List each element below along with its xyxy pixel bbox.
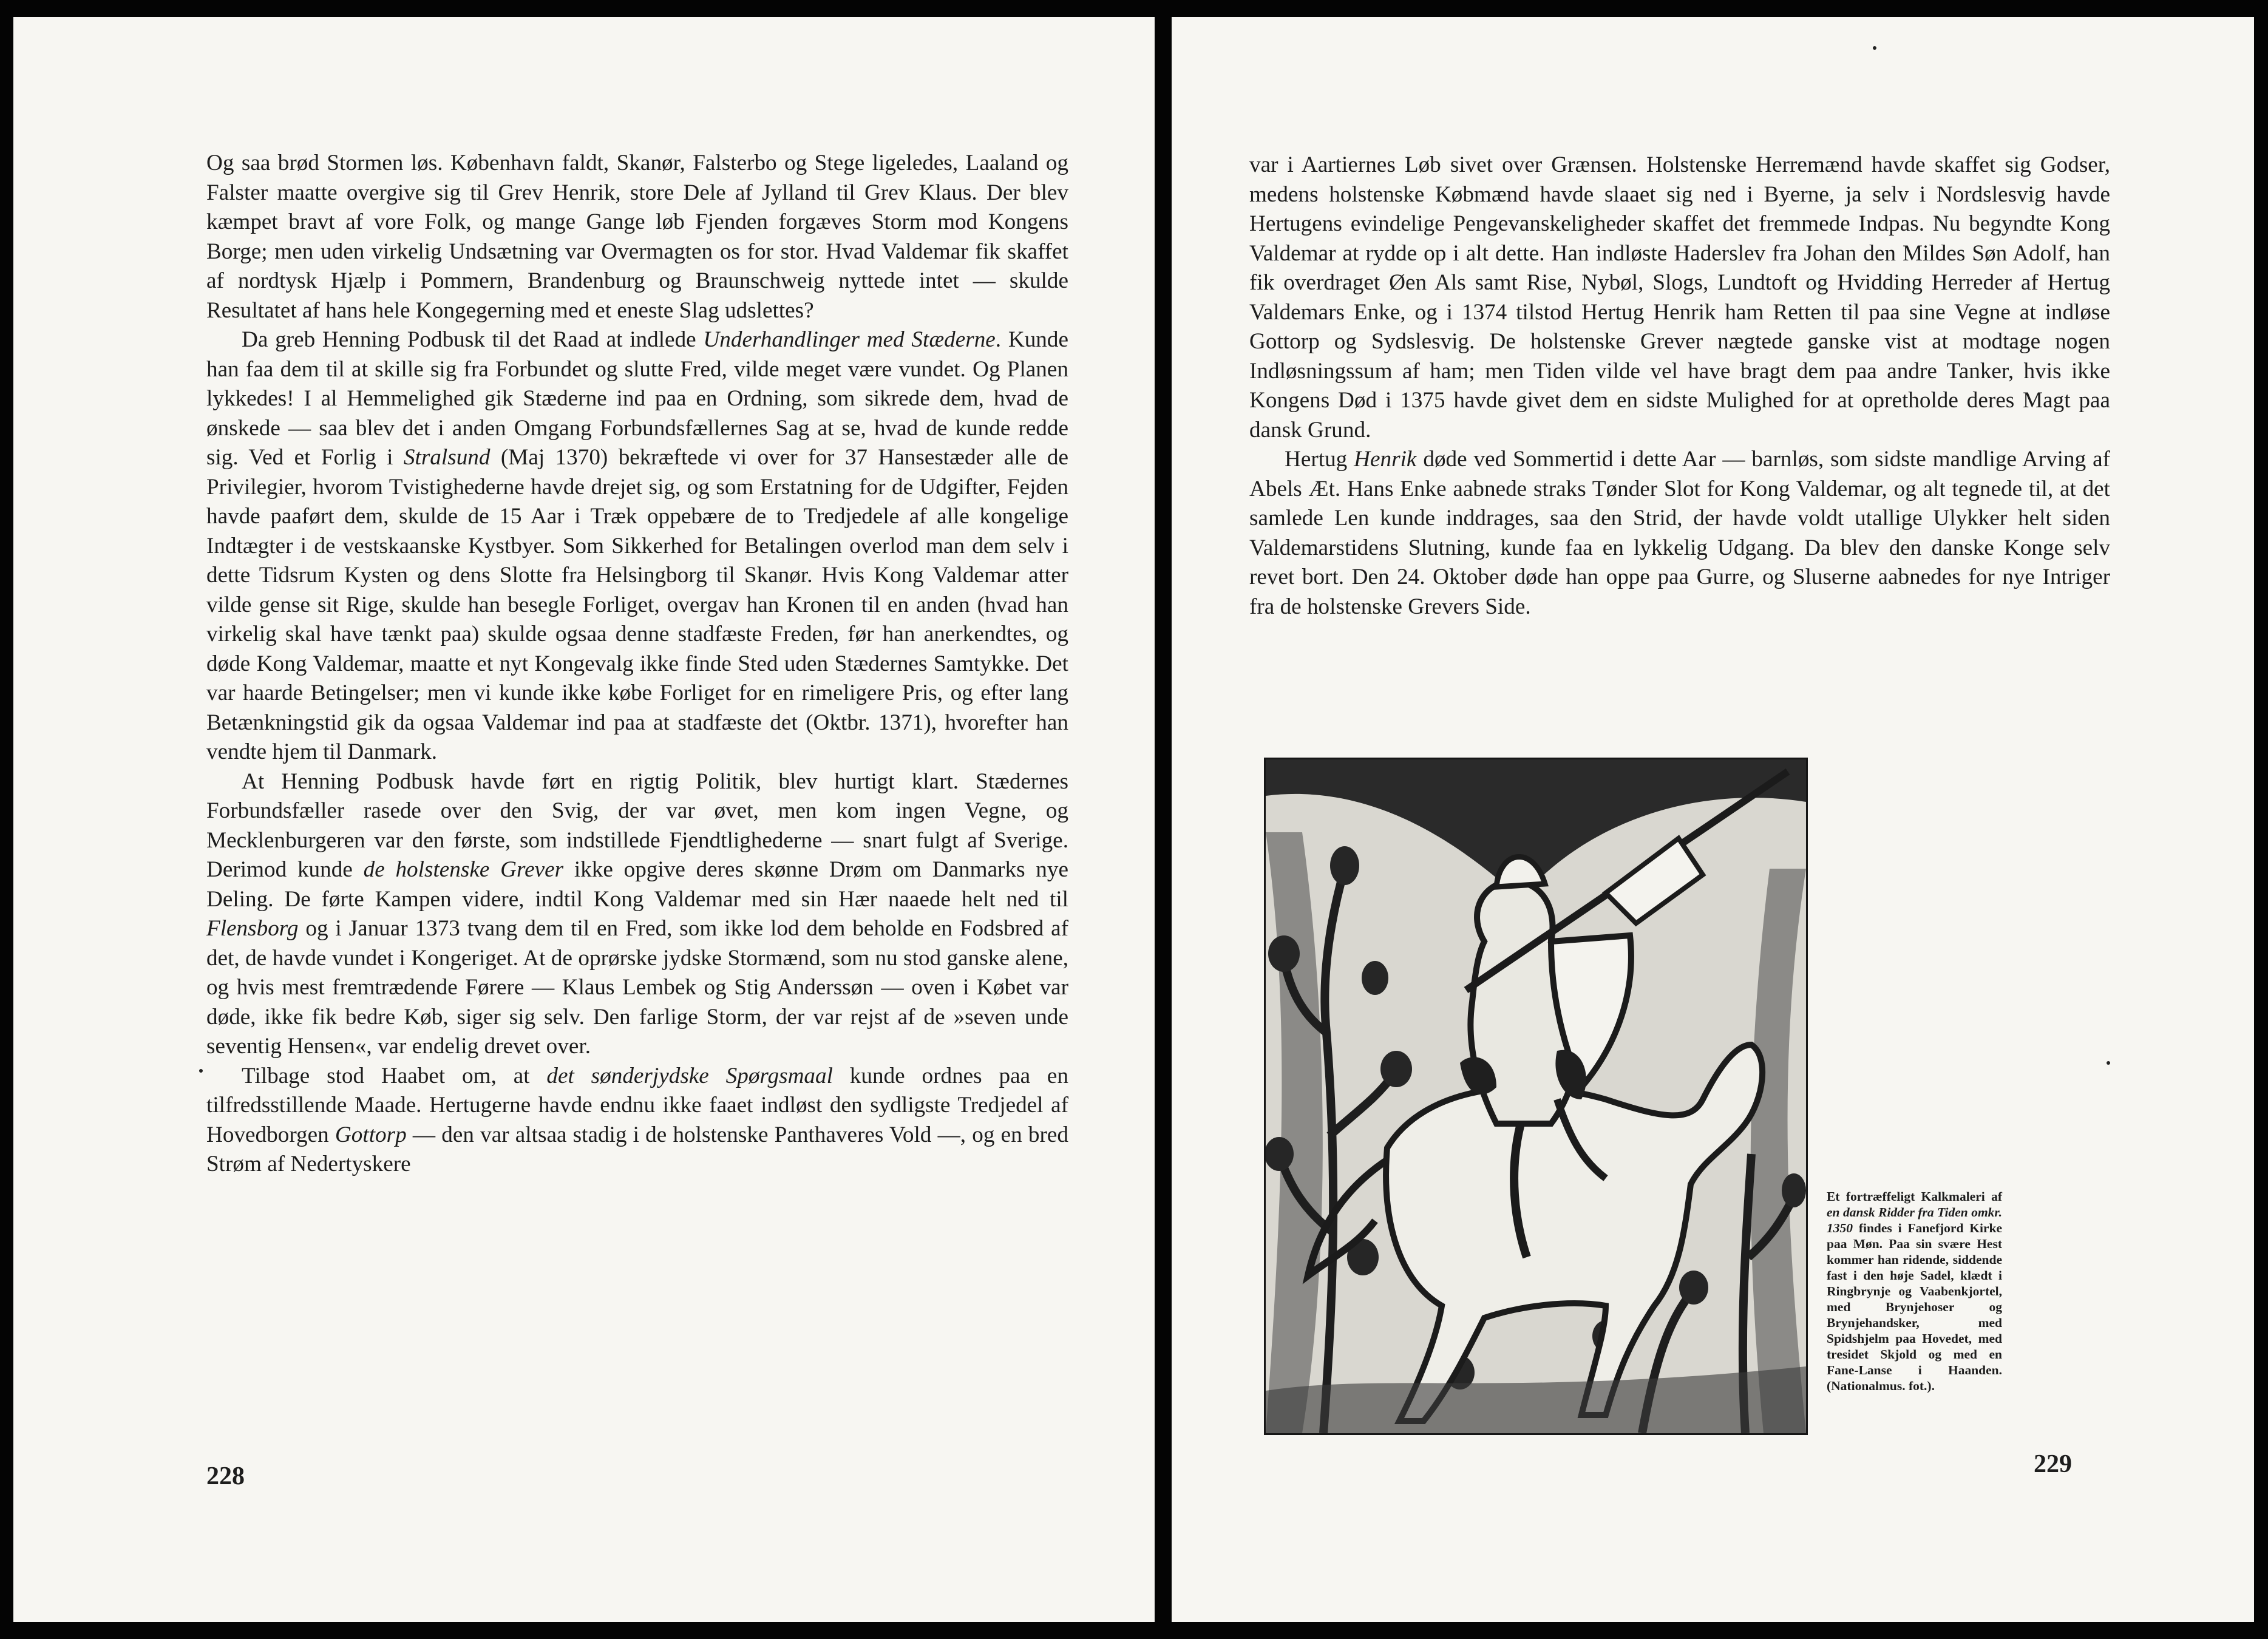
text-run: At Henning Podbusk havde ført en rigtig Politik, blev hurtigt klart. Stædernes Forbundsfæller rasede over den Svig, der var øvet, men kom ingen Vegne, og Mecklenburgeren var den første, som indstillede Fjendtlighederne — snart fulgt af Sverige. Derimod kunde [206,769,1068,882]
text-run: kunde ordnes paa en tilfredsstillende Maade. Hertugerne havde endnu ikke faaet indløst den sydligste Tredjedel af Hovedborgen [206,1063,1069,1147]
emphasized-text: de holstenske Grever [363,857,564,882]
text-run: døde ved Sommertid i dette Aar — barnløs, som sidste mandlige Arving af Abels Æt. Hans Enke aabnede straks Tønder Slot for Kong Valdemar, og alt tegnede til, at det samlede Len kunde inddrages, saa den Strid, der havde voldt utallige Ulykker helt siden Valdemarstidens Slutning, kunde faa en lykkelig Udgang. Da blev den danske Konge selv revet bort. Den 24. Oktober døde han oppe paa Gurre, og Sluserne aabnedes for nye Intriger fra de holstenske Grevers Side. [1249,447,2110,619]
text-run: Hertug [1285,447,1354,472]
print-speck [1873,46,1876,50]
text-run: ikke opgive deres skønne Drøm om Danmarks nye Deling. De førte Kampen videre, indtil Kong Valdemar med sin Hær naaede helt ned til [206,857,1068,912]
emphasized-text: Underhandlinger med Stæderne [703,327,996,352]
paragraph [206,767,1068,1062]
page-number: 229 [2034,1450,2072,1478]
text-run: og i Januar 1373 tvang dem til en Fred, som ikke lod dem beholde en Fodsbred af det, de havde vundet i Kongeriget. At de oprørske jydske Stormænd, som nu stod ganske alene, og hvis mest fremtrædende Førere — Klaus Lembek og Stig Anderssøn — oven i Købet var døde, ikke fik bedre Køb, siger sig selv. Den farlige Storm, der var rejst af de »seven unde seventig Hensen«, var endelig drevet over. [206,916,1068,1059]
emphasized-text: det sønderjydske Spørgsmaal [546,1063,833,1088]
fresco-drawing [1266,759,1806,1433]
left-page [13,17,1155,1622]
text-run: Da greb Henning Podbusk til det Raad at indlede [242,327,704,352]
emphasized-text: Stralsund [403,445,491,470]
paragraph [206,149,1068,325]
text-run: Tilbage stod Haabet om, at [242,1063,547,1088]
text-run: (Maj 1370) bekræftede vi over for 37 Hansestæder alle de Privilegier, hvorom Tvistighederne havde drejet sig, og som Erstatning for de Udgifter, Fejden havde paaført dem, skulde de 15 Aar i Træk oppebære de to Tredjedele af alle kongelige Indtægter i de vestskaanske Kystbyer. Som Sikkerhed for Betalingen overlod man dem selv i dette Tidsrum Kysten og dens Slotte fra Helsingborg til Skanør. Hvis Kong Valdemar atter vilde gense sit Rige, skulde han besegle Forliget, overgav han Kronen til en anden (hvad han virkelig skal have tænkt paa) skulde ogsaa denne stadfæste Freden, før han anerkendtes, og døde Kong Valdemar, maatte et nyt Kongevalg ikke finde Sted uden Stædernes Samtykke. Det var haarde Betingelser; men vi kunde ikke købe Forliget for en rimeligere Pris, og efter lang Betænkningstid gik da ogsaa Valdemar ind paa at stadfæste det (Oktbr. 1371), hvorefter han vendte hjem til Danmark. [206,445,1068,764]
emphasized-text: Flensborg [206,916,299,941]
emphasized-text: Gottorp [334,1122,407,1147]
knight-fresco-illustration [1264,758,1808,1435]
text-run: var i Aartiernes Løb sivet over Grænsen. Holstenske Herremænd havde skaffet sig Godser, medens holstenske Købmænd havde slaaet sig ned i Byerne, ja selv i Nordslesvig havde Hertugens evindelige Pengevanskeligheder skaffet det fremmede Indpas. Nu begyndte Kong Valdemar at rydde op i alt dette. Han indløste Haderslev fra Johan den Mildes Søn Adolf, han fik overdraget Øen Als samt Rise, Nybøl, Slogs, Lundtoft og Hvidding Herreder af Hertug Valdemars Enke, og i 1374 tilstod Hertug Henrik ham Retten til paa sine Vegne at indløse Gottorp og Sydslesvig. De holstenske Grever nægtede ganske vist at modtage nogen Indløsningssum af ham; men Tiden vilde vel have bragt dem paa andre Tanker, hvis ikke Kongens Død i 1375 havde givet dem en sidste Mulighed for at opretholde deres Magt paa dansk Grund. [1249,152,2110,443]
text-run: . Kunde han faa dem til at skille sig fra Forbundet og slutte Fred, vilde meget være vundet. Og Planen lykkedes! I al Hemmelighed gik Stæderne ind paa en Ordning, som sikrede dem, hvad de ønskede — saa blev det i anden Omgang Forbundsfællernes Sag at se, hvad de kunde redde sig. Ved et Forlig i [206,327,1068,470]
emphasized-text: Henrik [1354,447,1417,472]
left-page-body [206,149,1068,1179]
page-number: 228 [206,1462,245,1490]
right-page [1172,17,2254,1622]
paragraph [206,1062,1068,1179]
paragraph [1249,445,2110,622]
figure-caption [1827,1189,2002,1394]
print-speck [2107,1061,2110,1065]
text-run: — den var altsaa stadig i de holstenske Panthaveres Vold —, og en bred Strøm af Nedertyskere [206,1122,1068,1176]
paragraph [1249,151,2110,445]
text-run: findes i Fanefjord Kirke paa Møn. Paa sin svære Hest kommer han ridende, siddende fast i den høje Sadel, klædt i Ringbrynje og Vaabenkjortel, med Brynjehoser og Brynjehandsker, med Spidshjelm paa Hovedet, med tresidet Skjold og med en Fane-Lanse i Haanden. (Nationalmus. fot.). [1827,1221,2002,1393]
print-speck [199,1069,203,1073]
paragraph [206,325,1068,767]
text-run: Og saa brød Stormen løs. København faldt, Skanør, Falsterbo og Stege ligeledes, Laaland og Falster maatte overgive sig til Grev Henrik, store Dele af Jylland til Grev Klaus. Der blev kæmpet bravt af vore Folk, og mange Gange løb Fjenden forgæves Storm mod Kongens Borge; men uden virkelig Undsætning var Overmagten os for stor. Hvad Valdemar fik skaffet af nordtysk Hjælp i Pommern, Brandenburg og Braunschweig nyttede intet — skulde Resultatet af hans hele Kongegerning med et eneste Slag udslettes? [206,151,1068,323]
book-gutter [1155,0,1172,1639]
right-page-body [1249,151,2110,622]
emphasized-text: en dansk Ridder fra Tiden omkr. 1350 [1827,1205,2002,1235]
text-run: Et fortræffeligt Kalkmaleri af [1827,1189,2002,1204]
